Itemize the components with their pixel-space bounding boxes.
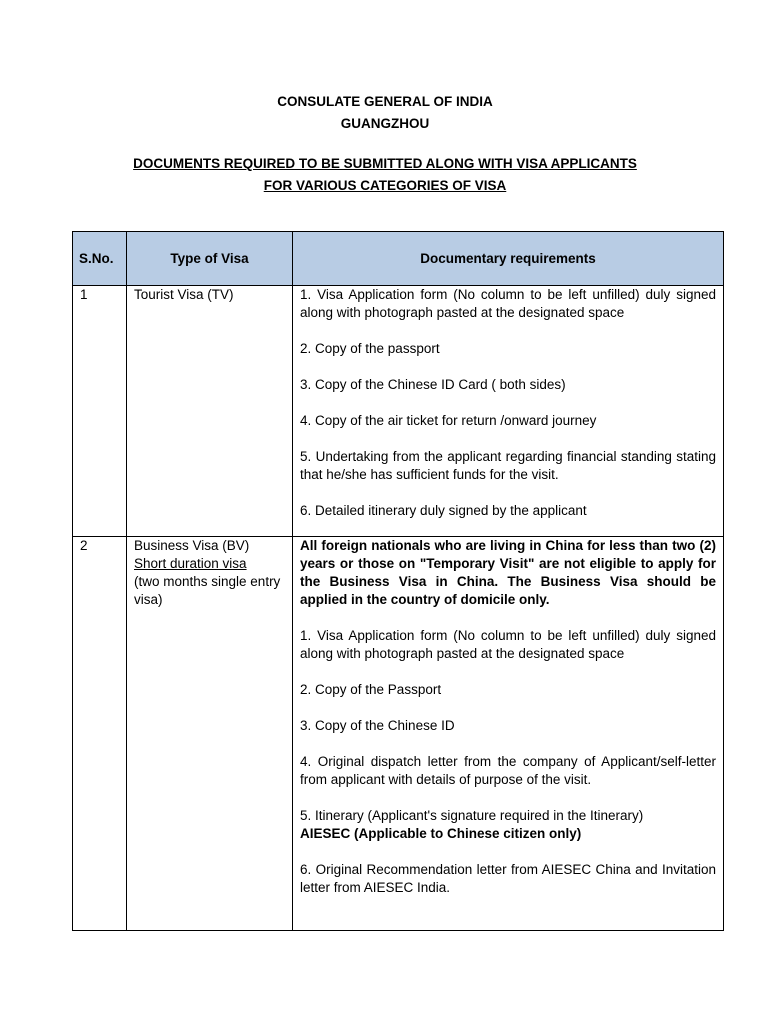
requirement-item: 3. Copy of the Chinese ID (300, 718, 455, 733)
table-row (73, 286, 724, 537)
requirement-item: 3. Copy of the Chinese ID Card ( both sides) (300, 377, 566, 392)
consulate-name: CONSULATE GENERAL OF INDIA (277, 94, 493, 109)
row-visa-type (127, 537, 293, 931)
requirement-item: 1. Visa Application form (No column to be left unfilled) duly signed along with photograph pasted at the designated space (300, 287, 716, 320)
visa-entry-note: (two months single entry visa) (134, 574, 281, 607)
table-row (73, 537, 724, 931)
visa-requirements-table (72, 231, 724, 931)
requirement-item: 1. Visa Application form (No column to be left unfilled) duly signed along with photograph pasted at the designated space (300, 628, 716, 661)
visa-type-name: Business Visa (BV) (134, 538, 250, 553)
row-requirements (293, 286, 724, 537)
requirement-item: 6. Detailed itinerary duly signed by the applicant (300, 503, 587, 518)
aiesec-note: AIESEC (Applicable to Chinese citizen only) (300, 826, 582, 841)
requirement-item: 4. Original dispatch letter from the company of Applicant/self-letter from applicant with details of purpose of the visit. (300, 754, 716, 787)
eligibility-notice: All foreign nationals who are living in China for less than two (2) years or those on "Temporary Visit" are not eligible to apply for the Business Visa in China. The Business Visa should be applied in the country of domicile only. (300, 538, 716, 607)
table-header-row (73, 232, 724, 286)
column-header-sno: S.No. (73, 232, 127, 286)
row-visa-type (127, 286, 293, 537)
row-sno: 2 (73, 537, 127, 931)
row-requirements (293, 537, 724, 931)
requirement-item: 2. Copy of the Passport (300, 682, 442, 697)
row-sno: 1 (73, 286, 127, 537)
document-title-line-1: DOCUMENTS REQUIRED TO BE SUBMITTED ALONG WITH VISA APPLICANTS (133, 156, 637, 171)
requirement-item: 2. Copy of the passport (300, 341, 440, 356)
column-header-requirements: Documentary requirements (293, 232, 724, 286)
requirement-item: 4. Copy of the air ticket for return /onward journey (300, 413, 597, 428)
visa-duration-label: Short duration visa (134, 556, 247, 571)
requirement-item: 5. Undertaking from the applicant regarding financial standing stating that he/she has sufficient funds for the visit. (300, 449, 716, 482)
requirement-item-with-note (300, 807, 716, 843)
requirement-item: 5. Itinerary (Applicant's signature required in the Itinerary) (300, 808, 644, 823)
consulate-city: GUANGZHOU (340, 116, 430, 131)
column-header-visa-type: Type of Visa (127, 232, 293, 286)
document-title-line-2: FOR VARIOUS CATEGORIES OF VISA (263, 178, 507, 193)
visa-type-name: Tourist Visa (TV) (134, 287, 234, 302)
requirement-item: 6. Original Recommendation letter from AIESEC China and Invitation letter from AIESEC India. (300, 862, 716, 895)
